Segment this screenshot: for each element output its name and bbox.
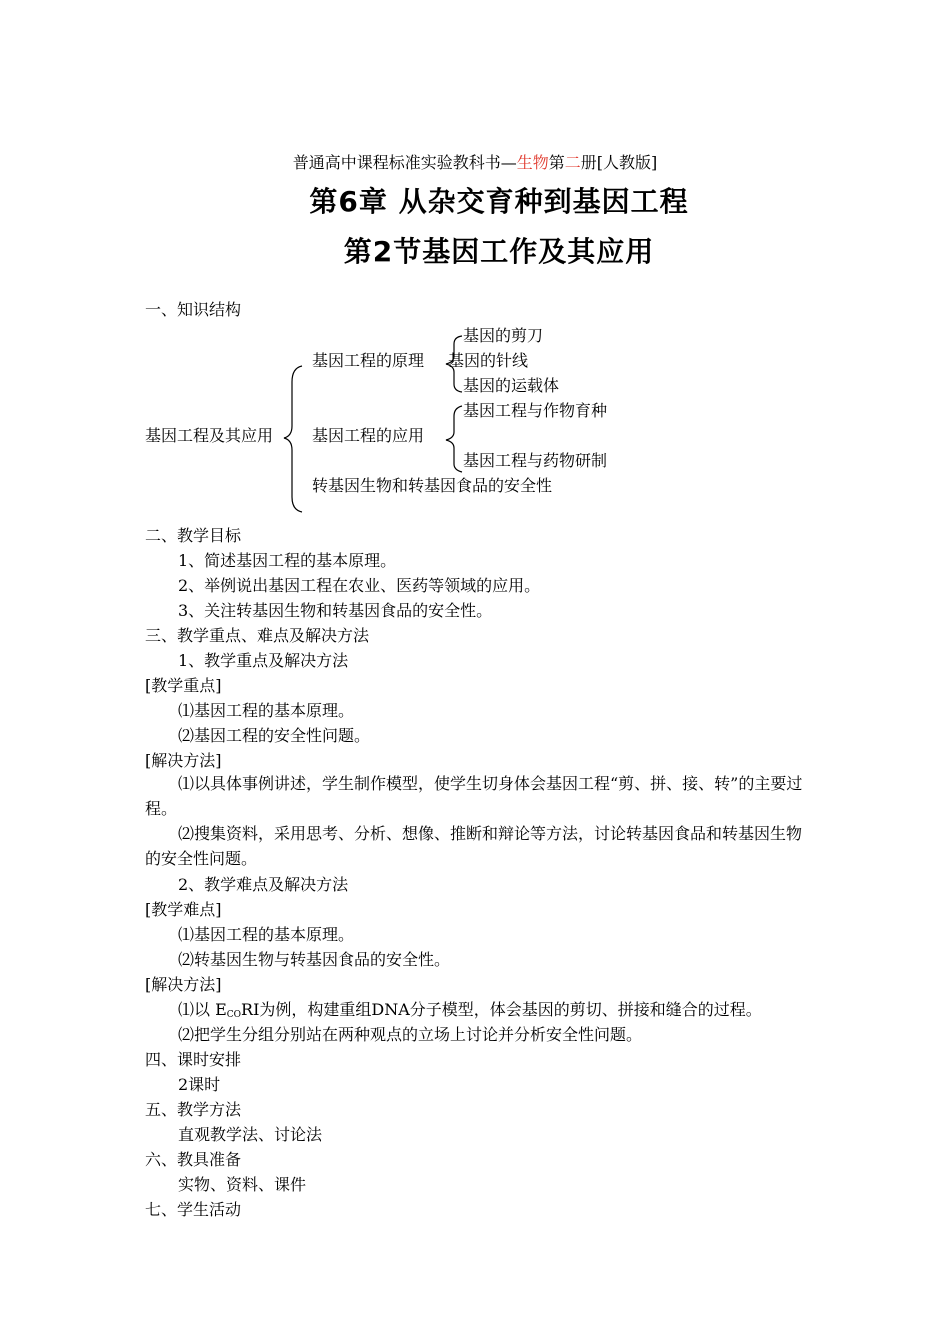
s3-sub2: 2、教学难点及解决方法 xyxy=(178,875,349,894)
section-title: 第2节基因工作及其应用 xyxy=(343,235,655,268)
s6-value: 实物、资料、课件 xyxy=(178,1175,307,1194)
structure-branch-safety: 转基因生物和转基因食品的安全性 xyxy=(312,476,553,495)
chapter-title: 第6章 从杂交育种到基因工程 xyxy=(309,185,689,218)
s4-heading: 四、课时安排 xyxy=(145,1050,242,1069)
s1-heading: 一、知识结构 xyxy=(145,300,242,319)
structure-root: 基因工程及其应用 xyxy=(145,426,274,445)
objective-item: 3、关注转基因生物和转基因食品的安全性。 xyxy=(178,601,493,620)
s6-heading: 六、教具准备 xyxy=(145,1150,242,1169)
s3-sub1: 1、教学重点及解决方法 xyxy=(178,651,349,670)
structure-leaf: 基因的针线 xyxy=(448,351,529,370)
s5-value: 直观教学法、讨论法 xyxy=(178,1125,323,1144)
s7-heading: 七、学生活动 xyxy=(145,1200,242,1219)
book-header: 普通高中课程标准实验教科书—生物第二册[人教版] xyxy=(292,153,658,172)
method-paragraph: ⑴以具体事例讲述，学生制作模型，使学生切身体会基因工程“剪、拼、接、转”的主要过程。 xyxy=(145,774,803,818)
method2-label: [解决方法] xyxy=(145,975,222,994)
method-label: [解决方法] xyxy=(145,751,222,770)
application-brace xyxy=(446,406,462,472)
method2-item: ⑴以 $E_{CO}RI$为例，构建重组DNA分子模型，体会基因的剪切、拼接和缝合的过程。 xyxy=(178,1000,762,1020)
subject-highlight: 生物 xyxy=(516,153,549,172)
s3-heading: 三、教学重点、难点及解决方法 xyxy=(145,626,370,645)
key-points-label: [教学重点] xyxy=(145,676,222,695)
structure-branch-application: 基因工程的应用 xyxy=(312,426,425,445)
key-point-item: ⑴基因工程的基本原理。 xyxy=(178,701,355,720)
structure-branch-principle: 基因工程的原理 xyxy=(312,351,425,370)
key-point-item: ⑵基因工程的安全性问题。 xyxy=(178,726,371,745)
difficulty-label: [教学难点] xyxy=(145,900,222,919)
structure-leaf: 基因工程与药物研制 xyxy=(463,451,608,470)
structure-leaf: 基因工程与作物育种 xyxy=(463,401,608,420)
difficulty-item: ⑵转基因生物与转基因食品的安全性。 xyxy=(178,950,451,969)
difficulty-item: ⑴基因工程的基本原理。 xyxy=(178,925,355,944)
s5-heading: 五、教学方法 xyxy=(145,1100,242,1119)
s4-value: 2课时 xyxy=(178,1075,221,1094)
root-brace xyxy=(284,366,302,512)
structure-leaf: 基因的运载体 xyxy=(463,376,560,395)
objective-item: 1、简述基因工程的基本原理。 xyxy=(178,551,397,570)
s2-heading: 二、教学目标 xyxy=(145,526,242,545)
method2-item: ⑵把学生分组分别站在两种观点的立场上讨论并分析安全性问题。 xyxy=(178,1025,643,1044)
structure-leaf: 基因的剪刀 xyxy=(463,326,544,345)
method-paragraph: ⑵搜集资料，采用思考、分析、想像、推断和辩论等方法，讨论转基因食品和转基因生物的安全性问题。 xyxy=(145,824,803,868)
volume-highlight: 二 xyxy=(564,153,581,172)
objective-item: 2、举例说出基因工程在农业、医药等领域的应用。 xyxy=(178,576,541,595)
